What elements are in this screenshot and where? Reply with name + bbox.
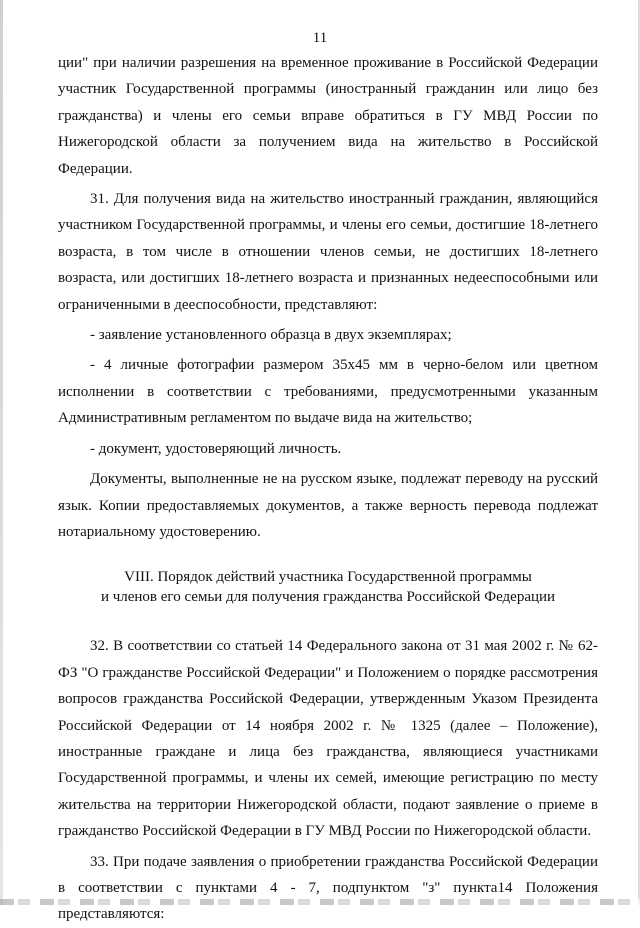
- page-number: 11: [312, 30, 328, 46]
- list-item-application: - заявление установленного образца в двух экземплярах;: [90, 327, 452, 344]
- scan-left-edge: [0, 0, 3, 905]
- scan-bottom-edge: [0, 899, 640, 905]
- paragraph-translation: Документы, выполненные не на русском языке, подлежат переводу на русский язык. Копии предоставляемых документов, а также верность перевода подлежат нотариальному удостоверению.: [58, 471, 598, 540]
- paragraph-continuation: ции" при наличии разрешения на временное проживание в Российской Федерации участник Государственной программы (иностранный гражданин или лицо без гражданства) и члены его семьи вправе обратиться в ГУ МВД России по Нижегородской области за получением вида на жительство в Российской Федерации.: [58, 55, 598, 177]
- document-body: [58, 50, 598, 928]
- list-item-photos: - 4 личные фотографии размером 35х45 мм в черно-белом или цветном исполнении в соответствии с требованиями, предусмотренными указанным Административным регламентом по выдаче вида на жительство;: [58, 357, 598, 427]
- paragraph-31: 31. Для получения вида на жительство иностранный гражданин, являющийся участником Государственной программы, и члены его семьи, достигшие 18-летнего возраста, в том числе в отношении членов семьи, не достигших 18-летнего возраста, или достигших 18-летнего возраста и признанных недееспособными или ограниченными в дееспособности, представляют:: [58, 191, 598, 313]
- paragraph-33: 33. При подаче заявления о приобретении гражданства Российской Федерации в соответствии с пунктами 4 - 7, подпунктом "з" пункта14 Положения представляются:: [58, 853, 598, 923]
- section-heading-line-2: и членов его семьи для получения гражданства Российской Федерации: [100, 589, 556, 606]
- section-heading: [58, 567, 598, 607]
- section-heading-line-1: VIII. Порядок действий участника Государственной программы: [124, 569, 532, 586]
- paragraph-32: 32. В соответствии со статьей 14 Федерального закона от 31 мая 2002 г. № 62-ФЗ "О гражданстве Российской Федерации" и Положением о порядке рассмотрения вопросов гражданства Российской Федерации, утвержденным Указом Президента Российской Федерации от 14 ноября 2002 г. № 1325 (далее – Положение), иностранные граждане и лица без гражданства, являющиеся участниками Государственной программы, и члены их семей, имеющие регистрацию по месту жительства на территории Нижегородской области, подают заявление о приеме в гражданство Российской Федерации в ГУ МВД России по Нижегородской области.: [58, 638, 598, 840]
- list-item-id-document: - документ, удостоверяющий личность.: [90, 440, 342, 457]
